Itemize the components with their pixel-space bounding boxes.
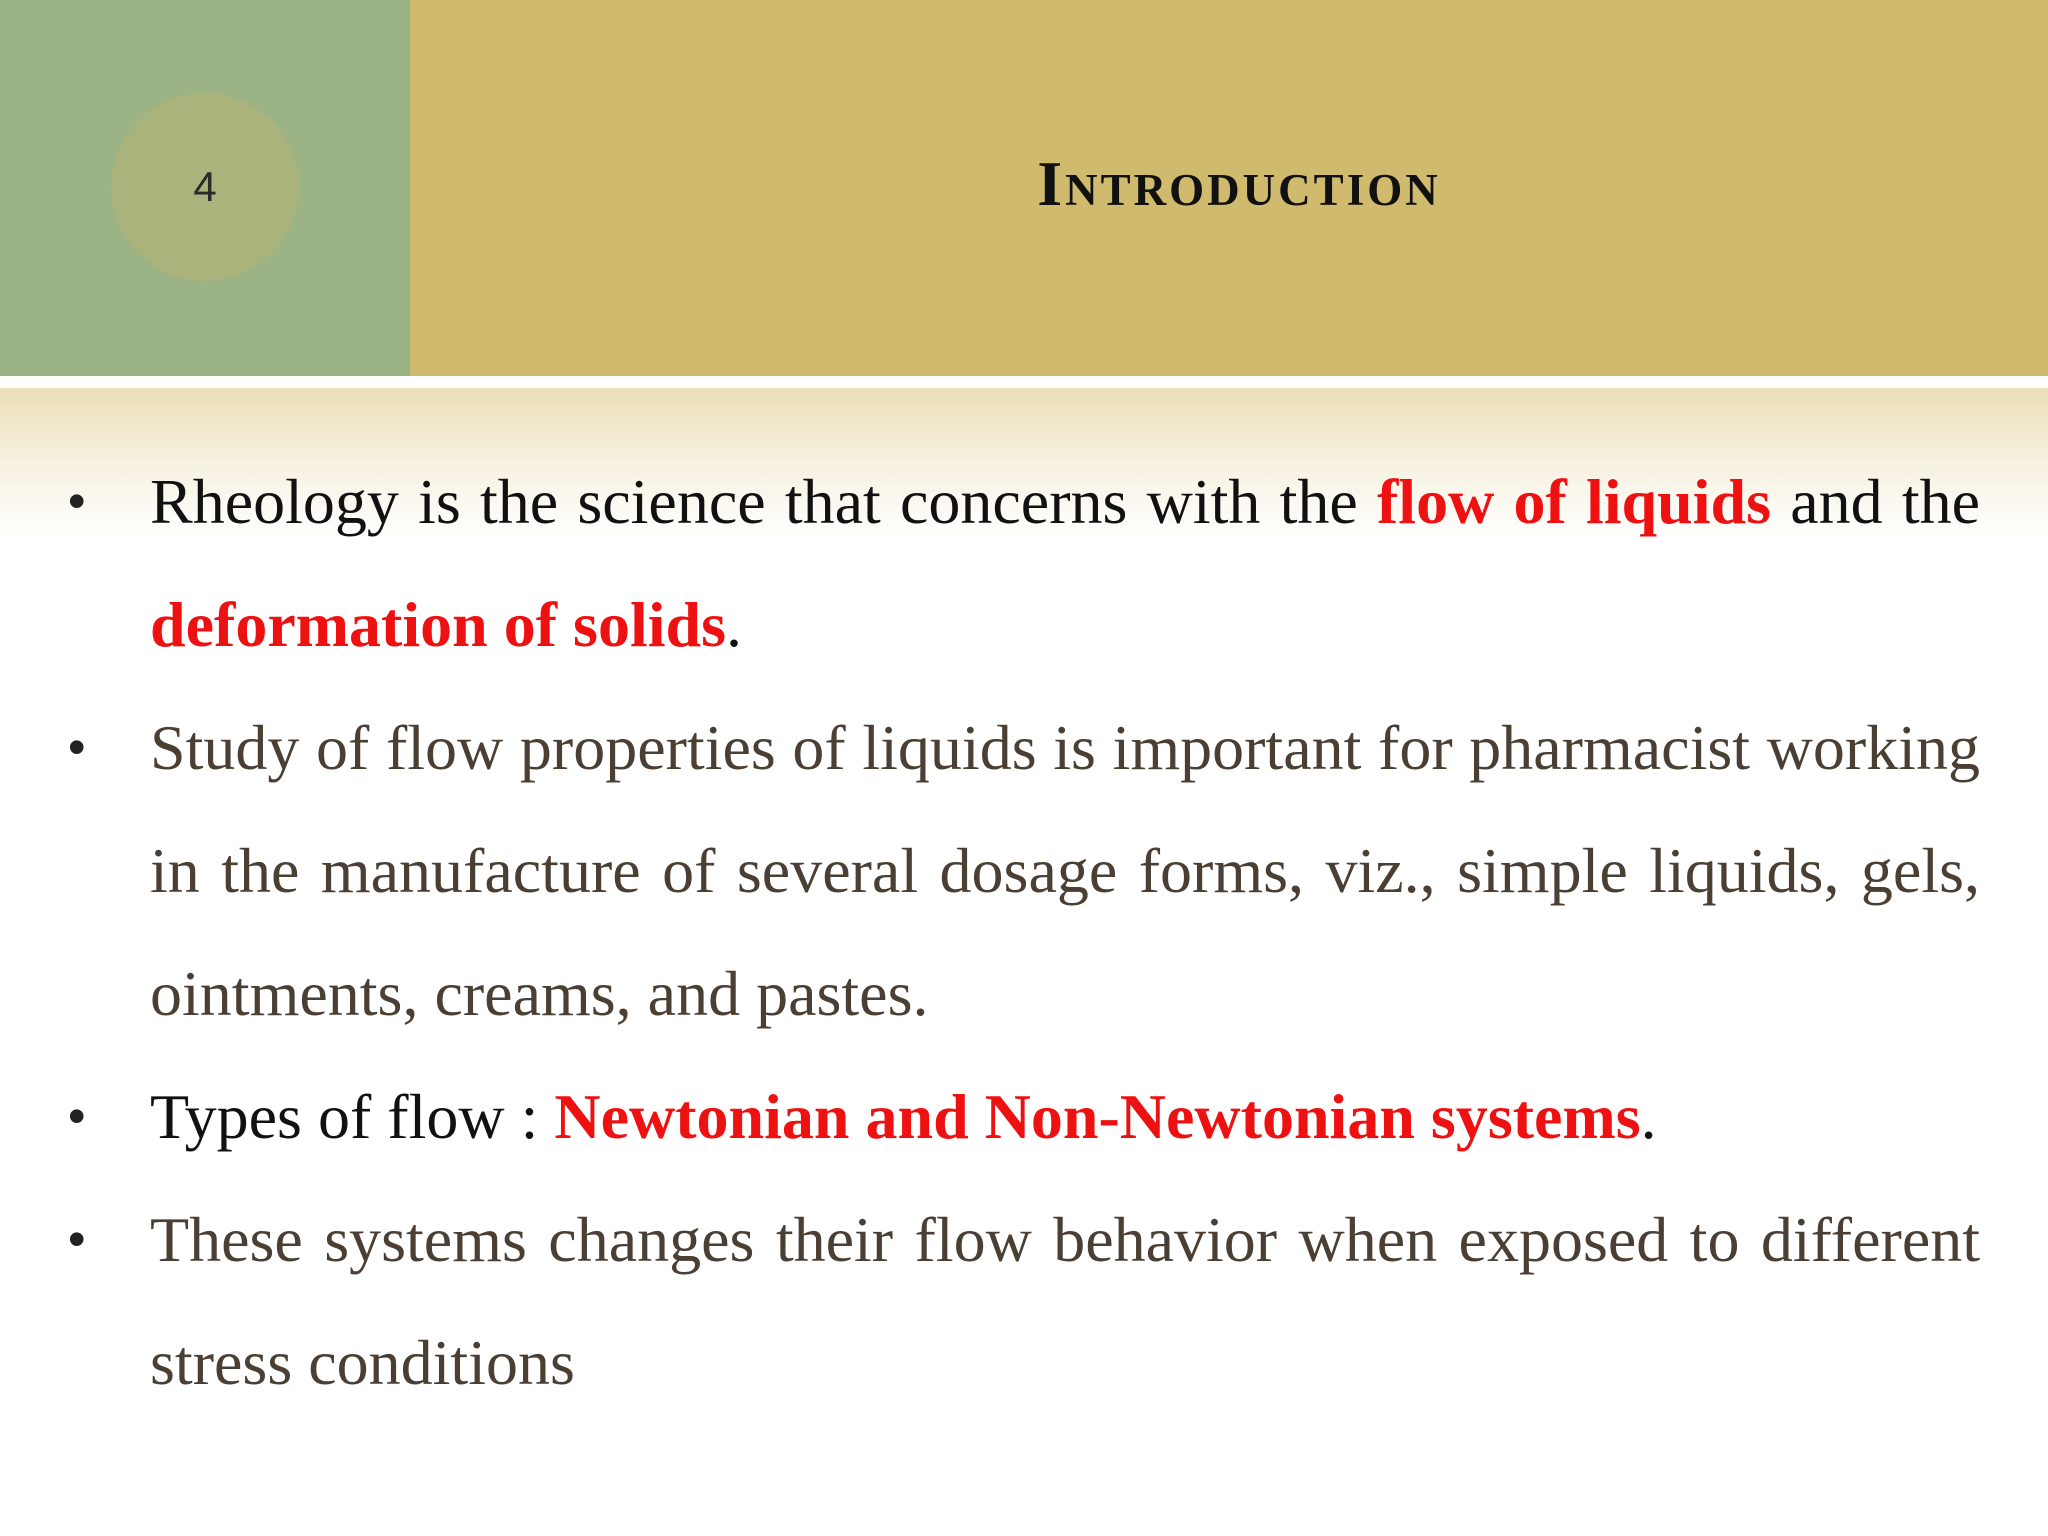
- highlight-newtonian-systems: Newtonian and Non-Newtonian systems: [554, 1081, 1641, 1152]
- slide-number-circle: [111, 93, 299, 281]
- bullet-text: .: [726, 589, 742, 660]
- bullet-text: Types of flow :: [150, 1081, 555, 1152]
- slide-number: 4: [193, 163, 217, 210]
- header-title-panel: [410, 0, 2048, 376]
- bullet-types-of-flow: [0, 1055, 2048, 1178]
- highlight-deformation-of-solids: deformation of solids: [150, 589, 726, 660]
- bullet-flow-properties: [0, 686, 2048, 1055]
- bullet-text: These systems changes their flow behavior when exposed to different stress conditions: [150, 1204, 1980, 1398]
- header-divider: [0, 376, 2048, 388]
- bullet-rheology-definition: [0, 440, 2048, 686]
- header-left-panel: [0, 0, 410, 376]
- bullet-text: .: [1640, 1081, 1657, 1152]
- bullet-text: Rheology is the science that concerns with the: [150, 466, 1377, 537]
- highlight-flow-of-liquids: flow of liquids: [1376, 466, 1772, 537]
- slide-title: [410, 0, 2048, 376]
- bullet-text: Study of flow properties of liquids is important for pharmacist working in the manufacture of several dosage forms, viz., simple liquids, gels, ointments, creams, and pastes.: [150, 712, 1980, 1029]
- bullet-list: [0, 440, 2048, 1424]
- bullet-text: and the: [1771, 466, 1981, 537]
- bullet-stress-conditions: [0, 1178, 2048, 1424]
- slide-title-text: Introduction: [1037, 148, 1441, 219]
